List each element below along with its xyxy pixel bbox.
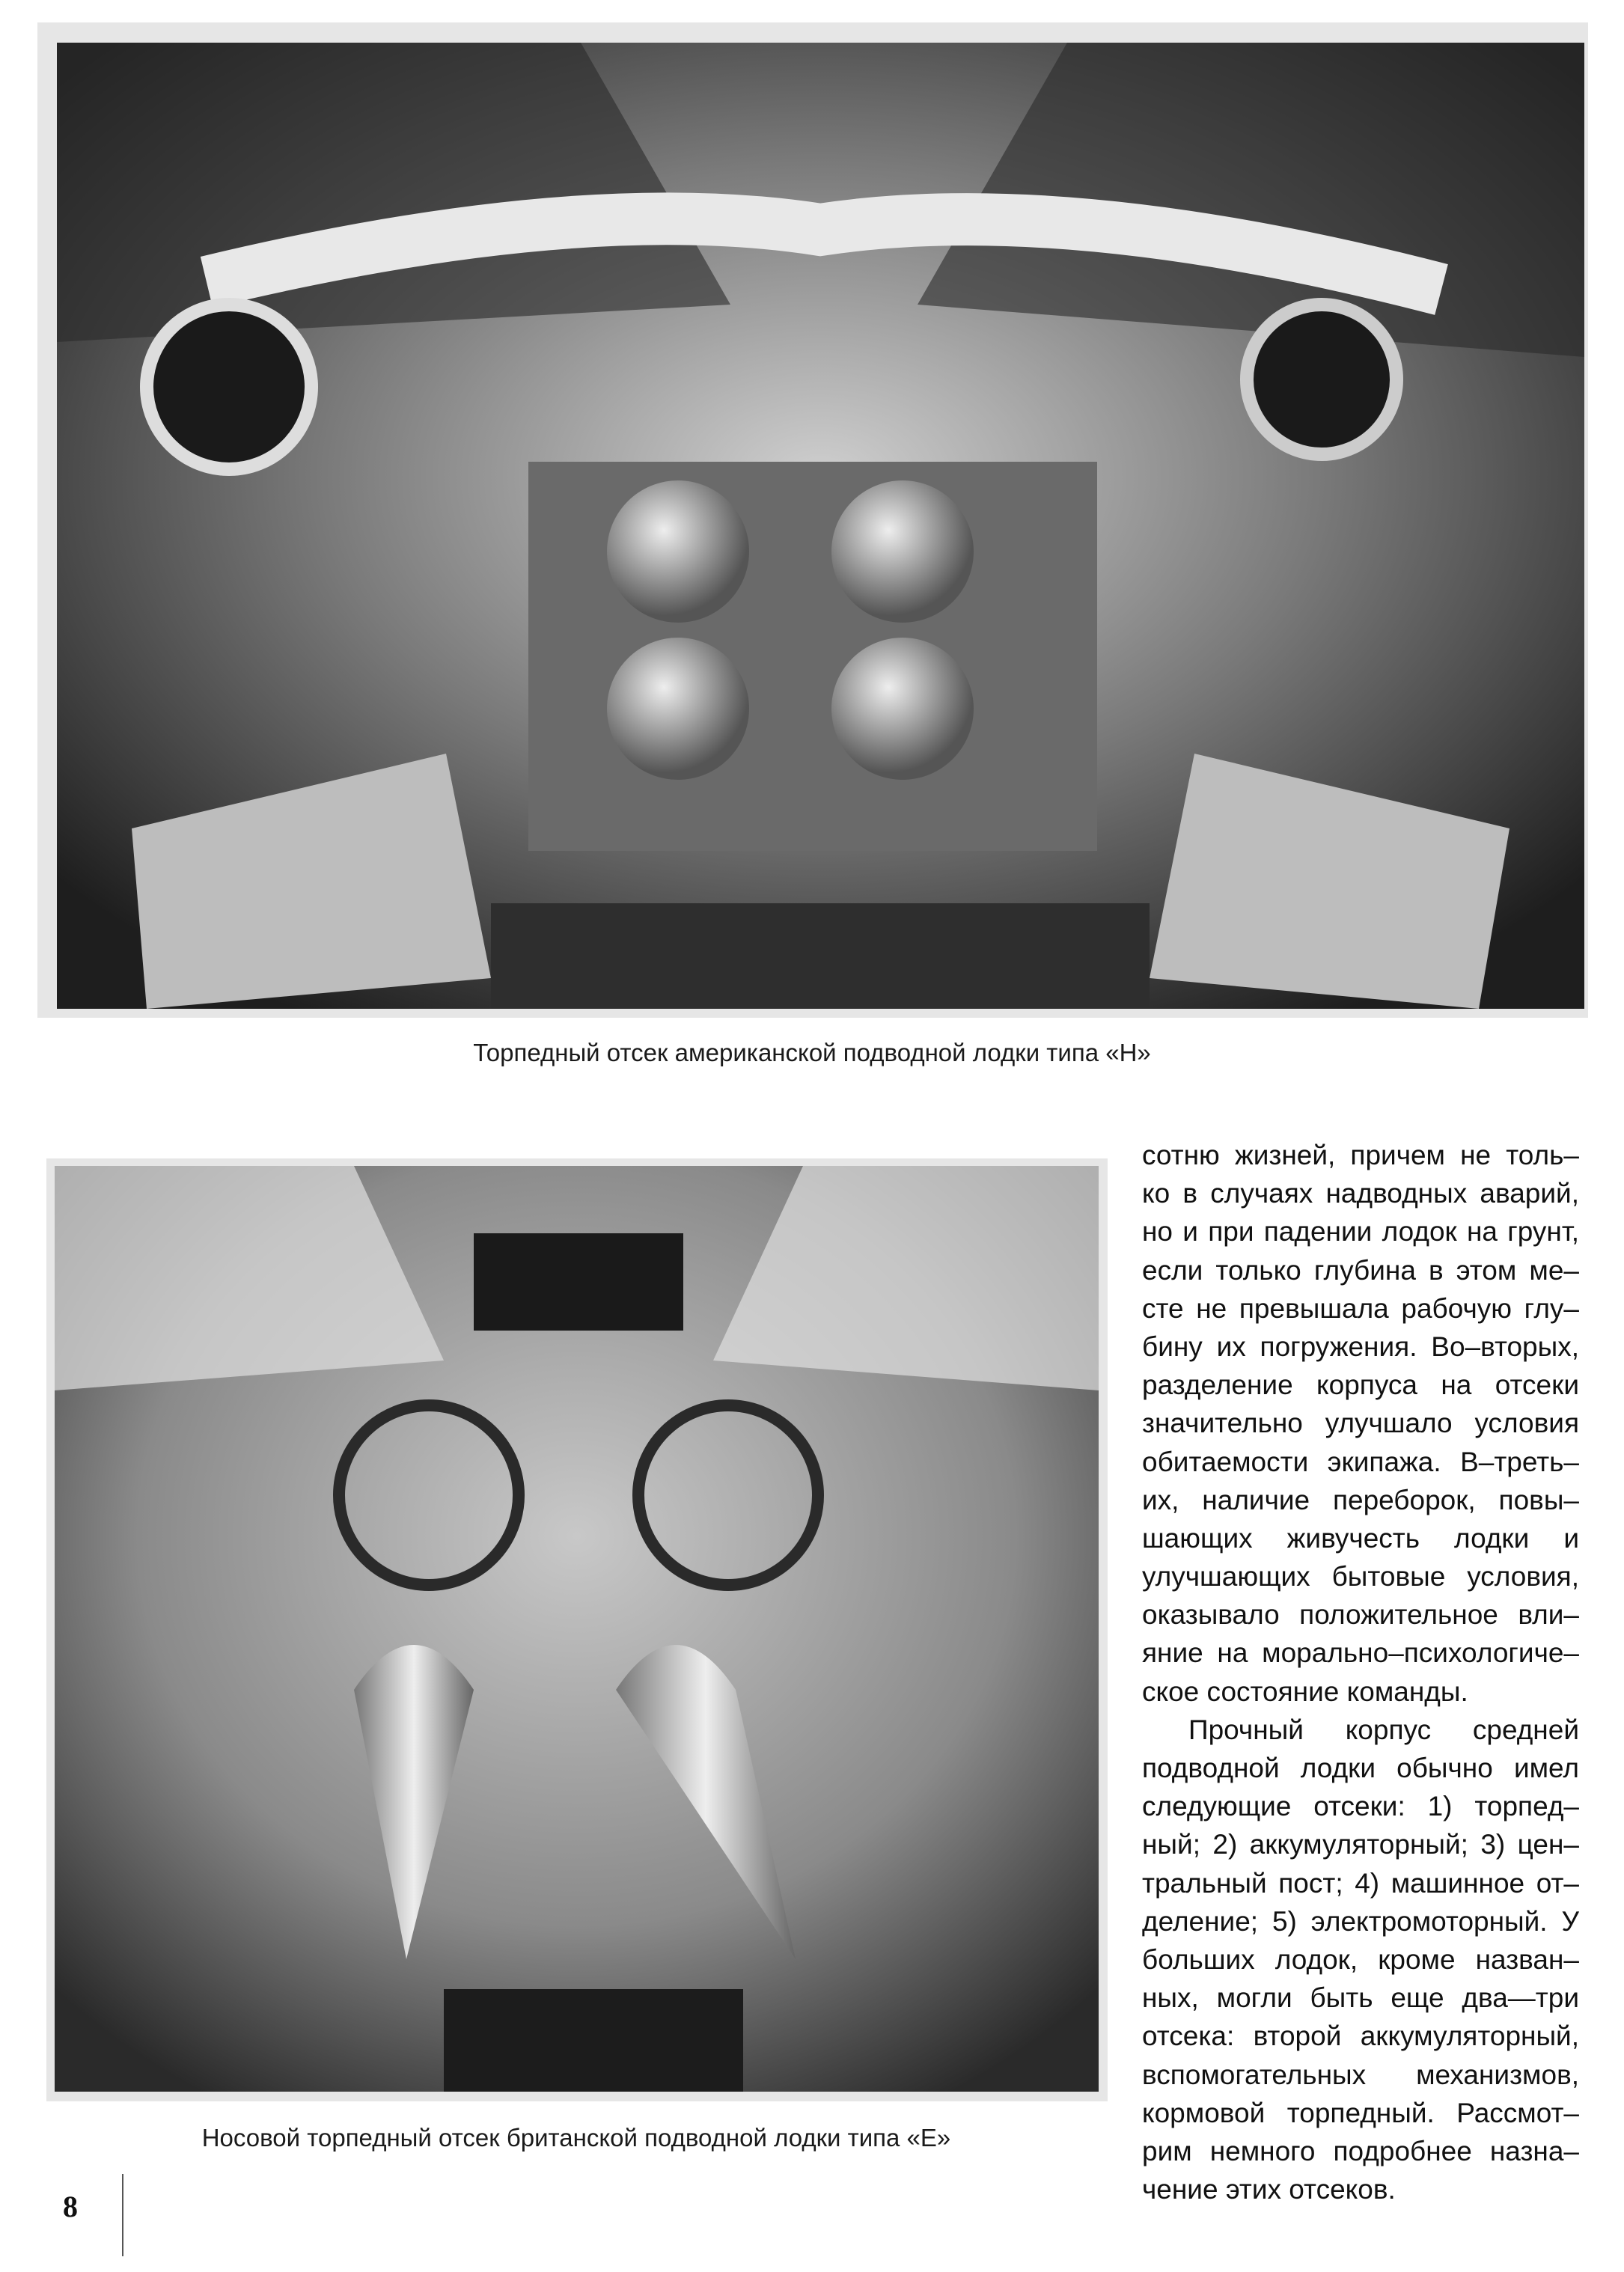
page-number: 8: [63, 2190, 78, 2223]
text-line: ный; 2) аккумуляторный; 3) цен–: [1142, 1829, 1579, 1860]
text-line: если только глубина в этом ме–: [1142, 1254, 1579, 1286]
text-line: следующие отсеки: 1) торпед–: [1142, 1791, 1579, 1822]
text-line: оказывало положительное вли–: [1142, 1599, 1579, 1631]
text-line: ское состояние команды.: [1142, 1676, 1468, 1707]
text-line: обитаемости экипажа. В–треть–: [1142, 1446, 1579, 1477]
text-line: подводной лодки обычно имел: [1142, 1753, 1579, 1783]
body-text-column: [1142, 1136, 1579, 2208]
text-line: отсека: второй аккумуляторный,: [1142, 2021, 1579, 2052]
text-line: вспомогательных механизмов,: [1142, 2059, 1579, 2090]
text-line: значительно улучшало условия: [1142, 1408, 1579, 1439]
text-line: кормовой торпедный. Рассмот–: [1142, 2097, 1579, 2128]
text-line: яние на морально–психологиче–: [1142, 1637, 1579, 1669]
text-line: но и при падении лодок на грунт,: [1142, 1216, 1579, 1248]
text-line: сте не превышала рабочую глу–: [1142, 1292, 1579, 1324]
photo-torpedo-room-h-class: [57, 43, 1584, 1009]
page-number-rule: [122, 2174, 123, 2256]
text-line: ко в случаях надводных аварий,: [1142, 1178, 1579, 1209]
figure-caption-bottom: Носовой торпедный отсек британской подводной лодки типа «Е»: [201, 2124, 951, 2152]
text-line: ных, могли быть еще два—три: [1142, 1982, 1579, 2014]
text-line: тральный пост; 4) машинное от–: [1142, 1867, 1579, 1899]
text-line: разделение корпуса на отсеки: [1142, 1369, 1579, 1401]
text-line: сотню жизней, причем не толь–: [1142, 1140, 1579, 1170]
photo-torpedo-room-e-class: [55, 1166, 1099, 2092]
text-line: Прочный корпус средней: [1188, 1714, 1579, 1745]
text-line: улучшающих бытовые условия,: [1142, 1561, 1579, 1592]
text-line: больших лодок, кроме назван–: [1142, 1943, 1579, 1975]
text-line: чение этих отсеков.: [1142, 2174, 1396, 2205]
figure-caption-top: Торпедный отсек американской подводной лодки типа «Н»: [473, 1039, 1151, 1066]
text-line: деление; 5) электромоторный. У: [1142, 1905, 1579, 1937]
text-line: их, наличие переборок, повы–: [1142, 1484, 1579, 1515]
text-line: рим немного подробнее назна–: [1142, 2135, 1579, 2166]
text-line: шающих живучесть лодки и: [1142, 1522, 1579, 1554]
text-line: бину их погружения. Во–вторых,: [1142, 1331, 1579, 1362]
